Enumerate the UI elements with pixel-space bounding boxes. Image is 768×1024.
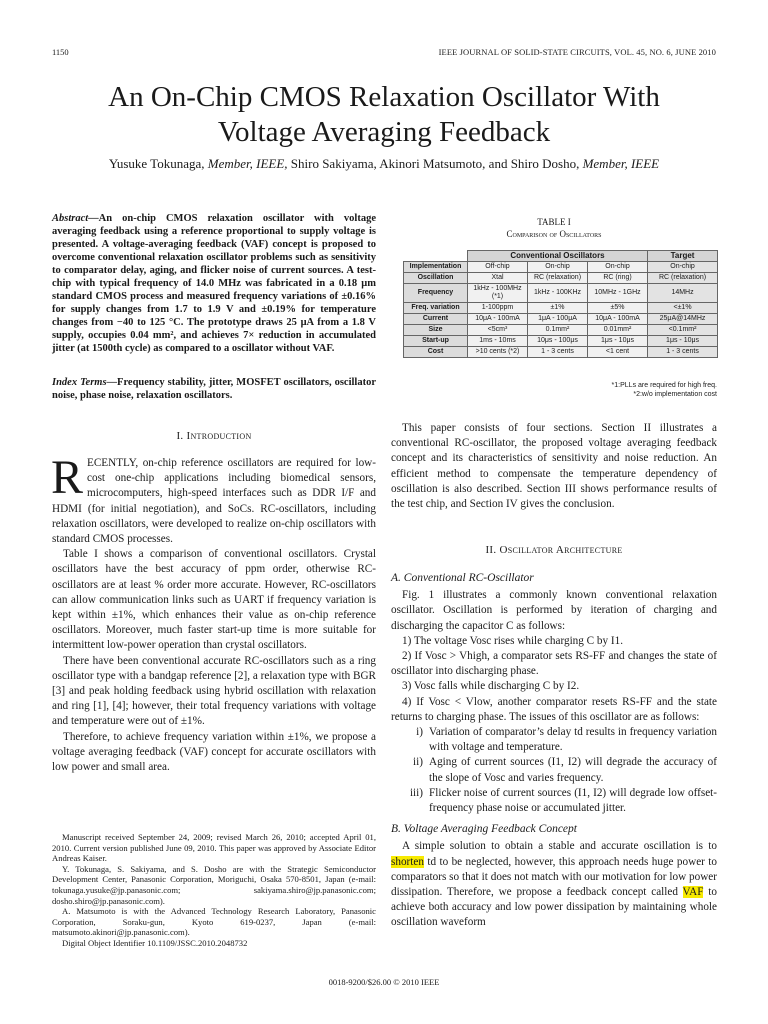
footnotes [52,832,376,949]
table-cell: 10μs - 100μs [528,336,588,347]
title-line-1: An On-Chip CMOS Relaxation Oscillator With [108,81,660,113]
intro-p1-text: ECENTLY, on-chip reference oscillators are required for low-cost one-chip applications including biomedical sensors, microcomputers, high-speed interfaces such as DDR I/F and HDMI (for initial negotiation), and SoCs. RC-oscillators, including relaxation oscillators, were developed to realize on-chip oscillators with standard CMOS processes. [52,457,376,546]
oscillation-step: 4) If Vosc < Vlow, another comparator resets RS-FF and the state returns to charging phase. The issues of this oscillator are as follows: [391,695,717,723]
table-notes [612,381,717,399]
table-row [404,273,718,284]
table-row-header: Size [404,325,468,336]
intro-paragraph-1 [51,451,376,547]
table-row [404,314,718,325]
table-body [404,262,718,358]
table-target-cell: <0.1mm² [648,325,718,336]
footnote-authors-1: Y. Tokunaga, S. Sakiyama, and S. Dosho are with the Strategic Semiconductor Development Center, Panasonic Corporation, Moriguchi, Osaka 570-8501, Japan (e-mail: tokunaga.yusuke@jp.panasonic.com; sakiyama.shiro@jp.panasonic.com; dosho.shiro@jp.panasonic.com). [52,863,376,906]
table-row-header: Implementation [404,262,468,273]
index-terms-lead: Index Terms [52,377,107,388]
footnote-authors-2: A. Matsumoto is with the Advanced Technology Research Laboratory, Panasonic Corporation, Soraku-gun, Kyoto 619-0237, Japan (e-mail: matsumoto.akinori@jp.panasonic.com). [52,906,376,938]
table-note-2: *2:w/o implementation cost [633,391,717,398]
section-title: Oscillator Architecture [499,544,623,556]
table-target-cell: 14MHz [648,284,718,303]
abstract-lead: Abstract [52,213,89,224]
table-row [404,284,718,303]
table-target-header: Target [648,251,718,262]
table-cell: On-chip [588,262,648,273]
table-row-header: Oscillation [404,273,468,284]
table-cell: 10MHz - 1GHz [588,284,648,303]
section-heading-introduction [52,430,376,442]
table-cell: Xtal [468,273,528,284]
table-group-header: Conventional Oscillators [468,251,648,262]
drop-cap: R [51,451,84,504]
subsection-b-heading: B. Voltage Averaging Feedback Concept [391,823,577,836]
right-intro [391,421,717,512]
table-target-cell: On-chip [648,262,718,273]
index-terms-text: —Frequency stability, jitter, MOSFET oscillators, oscillator noise, phase noise, relaxation oscillators. [52,377,376,401]
author-3: Akinori Matsumoto, and [379,156,508,171]
table-title: Comparison of Oscillators [506,229,602,239]
table-cell: 0.1mm² [528,325,588,336]
paper-outline-paragraph: This paper consists of four sections. Section II illustrates a conventional RC-oscillator, the proposed voltage averaging feedback concept and its characteristics of sensitivity and noise reduction. An efficient method to compensate the temperature dependency of oscillation is also described. Section III shows performance results of the test chip, and Section IV gives the conclusion. [391,422,717,511]
table-cell: 1kHz - 100KHz [528,284,588,303]
footnote-manuscript: Manuscript received September 24, 2009; revised March 26, 2010; accepted April 01, 2010. Current version published June 09, 2010. This paper was approved by Associate Editor Andreas Kaiser. [52,832,376,864]
table-row-header: Start-up [404,336,468,347]
table-row [404,347,718,358]
author-1: Yusuke Tokunaga, [108,156,205,171]
table-cell: ±1% [528,303,588,314]
comparison-table [403,250,718,358]
table-cell: <5cm³ [468,325,528,336]
table-cell: RC (relaxation) [528,273,588,284]
title-line-2: Voltage Averaging Feedback [217,116,551,148]
issue-number: i) [416,726,423,739]
table-target-cell: <±1% [648,303,718,314]
table-row [404,262,718,273]
author-1-role: Member, IEEE, [207,156,288,171]
table-cell: 0.01mm² [588,325,648,336]
oscillation-step: 1) The voltage Vosc rises while charging C by I1. [402,634,624,647]
issue-item [391,725,717,755]
author-4-role: Member, IEEE [582,156,660,171]
table-row-header: Cost [404,347,468,358]
subsection-b-text-1: A simple solution to obtain a stable and accurate oscillation is to [402,840,717,853]
section-number: II. [485,544,497,556]
section2-body [391,571,717,931]
issue-item [391,786,717,816]
paper-title [40,80,728,150]
section-heading-architecture [391,544,717,556]
highlight-shorten: shorten [391,855,424,868]
table-cell: 1μA - 100μA [528,314,588,325]
table-cell: 1-100ppm [468,303,528,314]
table-row-header: Frequency [404,284,468,303]
section-title: Introduction [186,430,252,442]
page-footer: 0018-9200/$26.00 © 2010 IEEE [328,977,440,987]
table-target-cell: 1μs - 10μs [648,336,718,347]
table-cell: 1kHz - 100MHz (*1) [468,284,528,303]
subsection-a-paragraph: Fig. 1 illustrates a commonly known conventional relaxation oscillator. Oscillation is performed by iteration of charging and discharging the capacitor C as follows: [391,589,717,632]
issue-text: Flicker noise of current sources (I1, I2) will degrade low offset-frequency phase noise or accumulated jitter. [429,786,717,815]
table-cell: ±5% [588,303,648,314]
table-target-cell: 25μA@14MHz [648,314,718,325]
table-cell: 1ms - 10ms [468,336,528,347]
table-cell: RC (ring) [588,273,648,284]
table-label: TABLE I [537,217,571,227]
table-caption [391,216,717,240]
footnote-doi: Digital Object Identifier 10.1109/JSSC.2010.2048732 [62,937,248,948]
intro-paragraph-2: Table I shows a comparison of conventional oscillators. Crystal oscillators have the best accuracy of ppm order, otherwise RC-oscillators are at least % order more accurate. However, RC-oscillators can allow communication links such as UART if frequency variation is kept within ±1%, which enhances their value as on-chip reference oscillators. Moreover, much faster start-up time is more suitable for intermittent low-power operation than crystal oscillators. [52,548,376,652]
oscillation-steps [391,634,717,725]
abstract-text: —An on-chip CMOS relaxation oscillator with voltage averaging feedback using a reference proportional to supply voltage is presented. A voltage-averaging feedback (VAF) concept is proposed to overcome conventional relaxation oscillator problems such as sensitivity to comparator delay, aging, and flicker noise of current sources. A test-chip with typical frequency of 14.0 MHz was fabricated in a 0.18 μm standard CMOS process and measured frequency variations of ±0.16% for supply changes from 1.7 to 1.9 V and ±0.19% for temperature changes from −40 to 125 °C. The prototype draws 25 μA from a 1.8 V supply, occupies 0.04 mm², and achieves 7× reduction in accumulated jitter (at 1500th cycle) as compared to a oscillator without VAF. [52,213,376,354]
issue-text: Aging of current sources (I1, I2) will degrade the accuracy of the slope of Vosc and varies frequency. [429,756,717,784]
table-target-cell: RC (relaxation) [648,273,718,284]
table-row [404,303,718,314]
issue-number: ii) [413,756,423,769]
introduction-body [51,451,376,775]
oscillation-step: 2) If Vosc > Vhigh, a comparator sets RS-FF and changes the state of oscillator into discharging phase. [391,650,717,678]
section-number: I. [176,430,184,442]
table-cell: <1 cent [588,347,648,358]
issue-text: Variation of comparator’s delay td results in frequency variation with voltage and temperature. [429,726,717,754]
issue-item [391,755,717,785]
table-header-row [404,251,718,262]
author-4: Shiro Dosho, [510,156,580,171]
highlight-vaf: VAF [682,886,704,899]
subsection-b-text-2: td to be neglected, however, this approach needs huge power to comparators so that it does not match with our motivation for low power dissipation. Therefore, we propose a feedback concept called [391,855,717,899]
table-corner [404,251,468,262]
table-cell: 10μA - 100mA [588,314,648,325]
intro-paragraph-3: There have been conventional accurate RC-oscillators such as a ring oscillator type with a bandgap reference [2], a relaxation type with BGR [3] and peak holding feedback using hybrid oscillation with relaxation and ring [1], [4]; however, their total frequency variations with voltage and temperature were out of ±1%. [52,654,376,728]
issues-list [391,725,717,816]
author-2: Shiro Sakiyama, [290,156,377,171]
subsection-a-heading: A. Conventional RC-Oscillator [391,572,534,584]
table-cell: 1 - 3 cents [528,347,588,358]
subsection-b-paragraph [391,839,717,930]
table-cell: >10 cents (*2) [468,347,528,358]
running-header: IEEE JOURNAL OF SOLID-STATE CIRCUITS, VOL. 45, NO. 6, JUNE 2010 [438,47,716,57]
index-terms [52,376,376,402]
table-row-header: Current [404,314,468,325]
table-cell: 1μs - 10μs [588,336,648,347]
table-cell: 10μA - 100mA [468,314,528,325]
table-row-header: Freq. variation [404,303,468,314]
table-target-cell: 1 - 3 cents [648,347,718,358]
abstract [52,212,376,355]
intro-paragraph-4: Therefore, to achieve frequency variation within ±1%, we propose a voltage averaging feedback (VAF) concept for accurate oscillators with low power and small area. [52,730,376,774]
issue-number: iii) [409,786,423,799]
subsection-b-text-3: to achieve both accuracy and low power dissipation by maintaining whole oscillation waveform [391,886,717,929]
table-row [404,336,718,347]
table-cell: Off-chip [468,262,528,273]
page-number: 1150 [52,47,69,57]
table-cell: On-chip [528,262,588,273]
table-note-1: *1:PLLs are required for high freq. [611,382,717,389]
author-list [40,156,728,172]
table-row [404,325,718,336]
oscillation-step: 3) Vosc falls while discharging C by I2. [402,680,580,693]
